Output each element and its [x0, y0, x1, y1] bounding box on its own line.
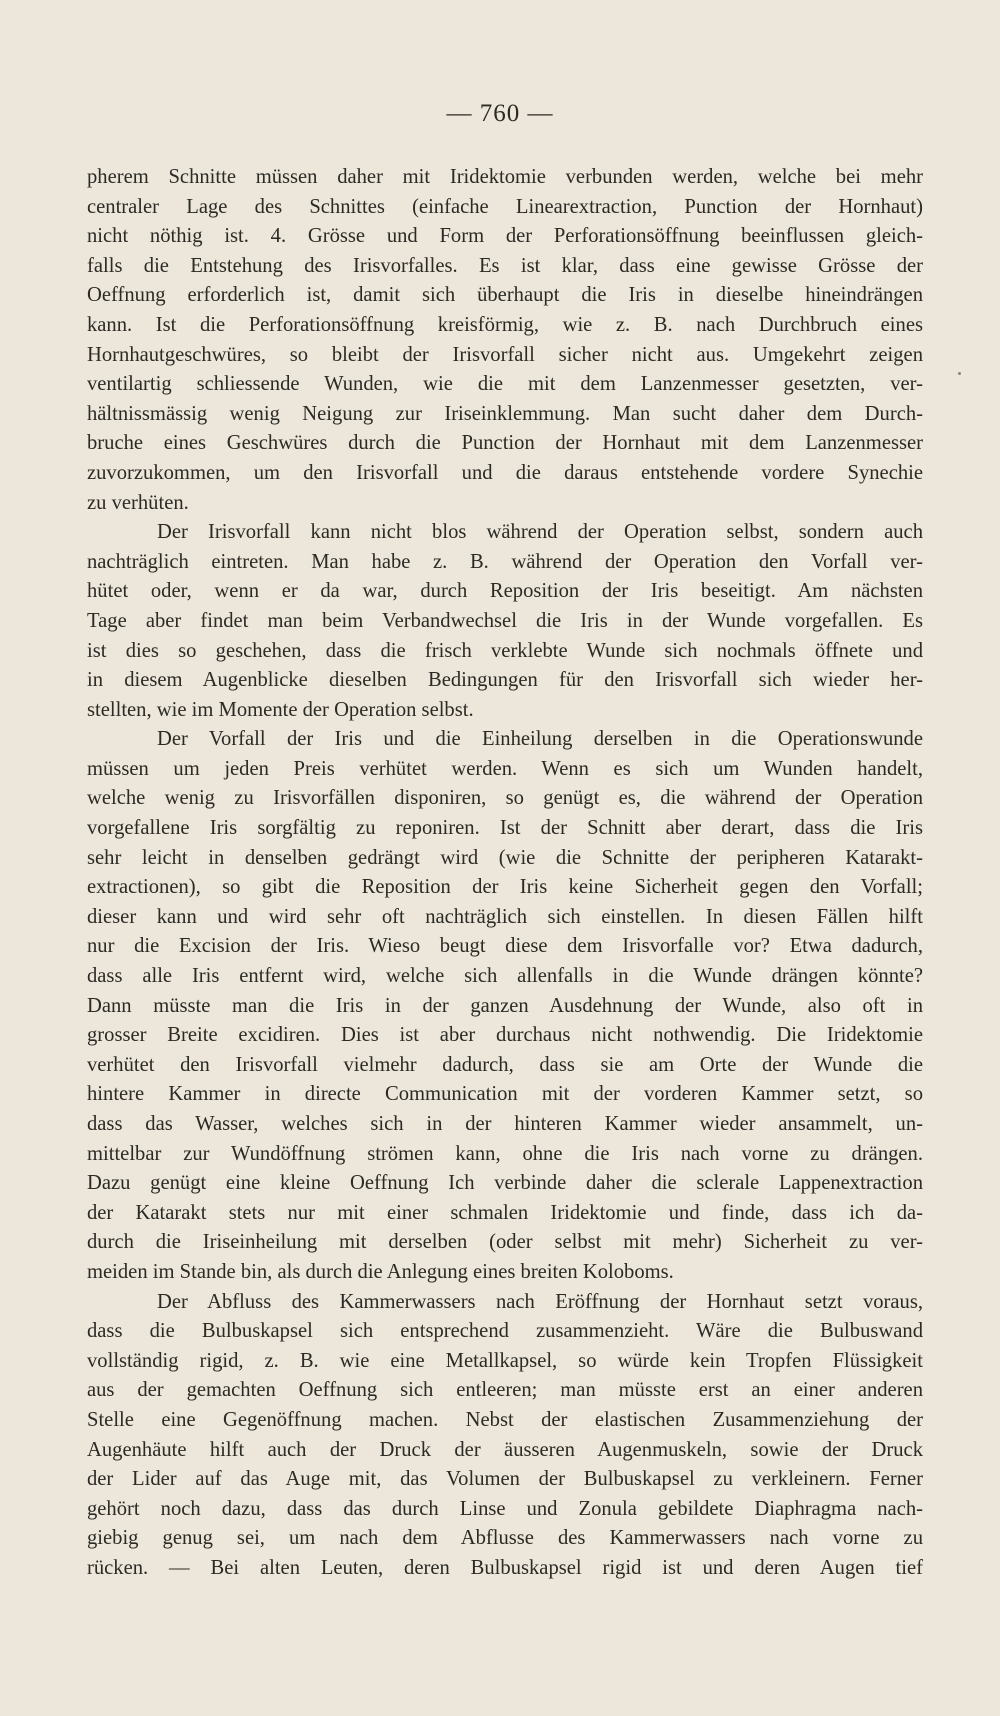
text-line: mittelbar zur Wundöffnung strömen kann, ohne die Iris nach vorne zu drängen. — [87, 1142, 923, 1165]
text-line: vorgefallene Iris sorgfältig zu reponiren. Ist der Schnitt aber derart, dass die Iris — [87, 817, 923, 840]
body-text — [87, 163, 923, 1584]
text-line: Tage aber findet man beim Verbandwechsel die Iris in der Wunde vorgefallen. Es — [87, 609, 923, 632]
text-line: extractionen), so gibt die Reposition der Iris keine Sicherheit gegen den Vorfall; — [87, 876, 923, 899]
text-line: stellten, wie im Momente der Operation selbst. — [87, 698, 474, 721]
text-line: zu verhüten. — [87, 491, 189, 514]
text-line: ventilartig schliessende Wunden, wie die mit dem Lanzenmesser gesetzten, ver- — [87, 373, 923, 396]
text-line: Hornhautgeschwüres, so bleibt der Irisvorfall sicher nicht aus. Umgekehrt zeigen — [87, 343, 923, 366]
text-line: pherem Schnitte müssen daher mit Iridektomie verbunden werden, welche bei mehr — [87, 166, 923, 188]
text-line: hintere Kammer in directe Communication mit der vorderen Kammer setzt, so — [87, 1083, 923, 1106]
text-line: kann. Ist die Perforationsöffnung kreisförmig, wie z. B. nach Durchbruch eines — [87, 313, 923, 336]
text-line: dass alle Iris entfernt wird, welche sich allenfalls in die Wunde drängen könnte? — [87, 965, 923, 988]
text-line: in diesem Augenblicke dieselben Bedingungen für den Irisvorfall sich wieder her- — [87, 669, 923, 692]
text-line: ist dies so geschehen, dass die frisch verklebte Wunde sich nochmals öffnete und — [87, 639, 923, 662]
text-line: verhütet den Irisvorfall vielmehr dadurch, dass sie am Orte der Wunde die — [87, 1053, 923, 1076]
text-line: sehr leicht in denselben gedrängt wird (wie die Schnitte der peripheren Katarakt- — [87, 846, 923, 869]
text-line: der Katarakt stets nur mit einer schmalen Iridektomie und finde, dass ich da- — [87, 1201, 923, 1224]
text-line: rücken. — Bei alten Leuten, deren Bulbuskapsel rigid ist und deren Augen tief — [87, 1556, 923, 1579]
paper-speck — [958, 372, 961, 375]
text-line: welche wenig zu Irisvorfällen disponiren, so genügt es, die während der Operation — [87, 787, 923, 810]
paragraph-start-line: Der Irisvorfall kann nicht blos während der Operation selbst, sondern auch — [157, 521, 923, 544]
text-line: gehört noch dazu, dass das durch Linse und Zonula gebildete Diaphragma nach- — [87, 1497, 923, 1520]
text-line: bruche eines Geschwüres durch die Punction der Hornhaut mit dem Lanzenmesser — [87, 432, 923, 455]
text-line: Dann müsste man die Iris in der ganzen Ausdehnung der Wunde, also oft in — [87, 994, 923, 1017]
text-line: falls die Entstehung des Irisvorfalles. Es ist klar, dass eine gewisse Grösse der — [87, 254, 923, 277]
text-line: meiden im Stande bin, als durch die Anlegung eines breiten Koloboms. — [87, 1260, 674, 1283]
text-line: dieser kann und wird sehr oft nachträglich sich einstellen. In diesen Fällen hilft — [87, 905, 923, 928]
text-line: vollständig rigid, z. B. wie eine Metallkapsel, so würde kein Tropfen Flüssigkeit — [87, 1349, 923, 1372]
paragraph-start-line: Der Abfluss des Kammerwassers nach Eröffnung der Hornhaut setzt voraus, — [157, 1290, 923, 1313]
text-line: Stelle eine Gegenöffnung machen. Nebst der elastischen Zusammenziehung der — [87, 1408, 923, 1431]
text-line: dass die Bulbuskapsel sich entsprechend zusammenzieht. Wäre die Bulbuswand — [87, 1320, 923, 1343]
text-line: dass das Wasser, welches sich in der hinteren Kammer wieder ansammelt, un- — [87, 1113, 923, 1135]
text-line: nachträglich eintreten. Man habe z. B. während der Operation den Vorfall ver- — [87, 550, 923, 573]
text-line: aus der gemachten Oeffnung sich entleeren; man müsste erst an einer anderen — [87, 1379, 923, 1402]
paragraph-start-line: Der Vorfall der Iris und die Einheilung derselben in die Operationswunde — [157, 728, 923, 751]
text-line: Oeffnung erforderlich ist, damit sich überhaupt die Iris in dieselbe hineindrängen — [87, 284, 923, 307]
text-line: grosser Breite excidiren. Dies ist aber durchaus nicht nothwendig. Die Iridektomie — [87, 1024, 923, 1047]
text-line: nur die Excision der Iris. Wieso beugt diese dem Irisvorfalle vor? Etwa dadurch, — [87, 935, 923, 958]
text-line: hältnissmässig wenig Neigung zur Iriseinklemmung. Man sucht daher dem Durch- — [87, 402, 923, 425]
text-line: giebig genug sei, um nach dem Abflusse des Kammerwassers nach vorne zu — [87, 1527, 923, 1550]
text-line: zuvorzukommen, um den Irisvorfall und die daraus entstehende vordere Synechie — [87, 461, 923, 484]
text-line: durch die Iriseinheilung mit derselben (oder selbst mit mehr) Sicherheit zu ver- — [87, 1231, 923, 1254]
text-line: der Lider auf das Auge mit, das Volumen der Bulbuskapsel zu verkleinern. Ferner — [87, 1468, 923, 1491]
text-line: Augenhäute hilft auch der Druck der äusseren Augenmuskeln, sowie der Druck — [87, 1438, 923, 1461]
text-line: Dazu genügt eine kleine Oeffnung Ich verbinde daher die sclerale Lappenextraction — [87, 1172, 923, 1195]
text-line: müssen um jeden Preis verhütet werden. Wenn es sich um Wunden handelt, — [87, 757, 923, 780]
text-line: hütet oder, wenn er da war, durch Reposition der Iris beseitigt. Am nächsten — [87, 580, 923, 603]
page-number: — 760 — — [446, 100, 554, 127]
text-line: centraler Lage des Schnittes (einfache Linearextraction, Punction der Hornhaut) — [87, 195, 923, 218]
text-line: nicht nöthig ist. 4. Grösse und Form der Perforationsöffnung beeinflussen gleich- — [87, 225, 923, 248]
